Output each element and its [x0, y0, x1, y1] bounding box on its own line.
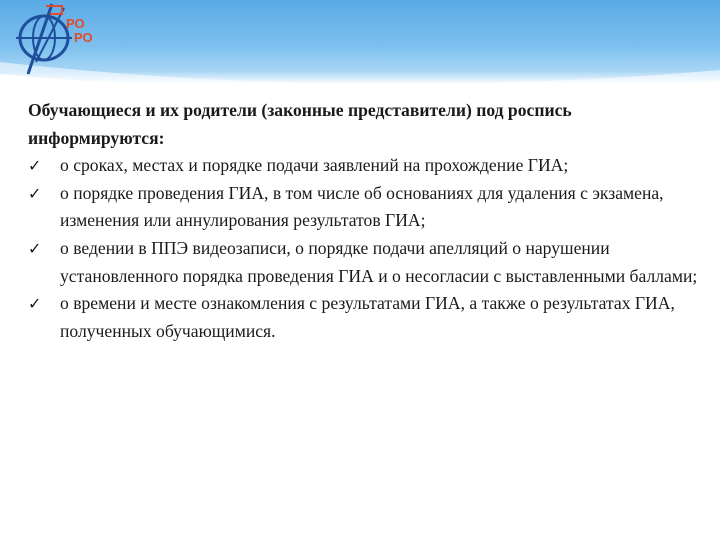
list-item-text: о времени и месте ознакомления с результатами ГИА, а также о результатах ГИА, полученных обучающимися.: [60, 293, 675, 341]
list-item: [28, 180, 700, 235]
info-list: [28, 152, 700, 345]
checkmark-icon: ✓: [28, 183, 42, 203]
logo: [6, 2, 98, 76]
logo-letters-top: РО: [66, 16, 85, 31]
logo-letters-bottom: РО: [74, 30, 93, 45]
list-item-text: о порядке проведения ГИА, в том числе об основаниях для удаления с экзамена, изменения или аннулирования результатов ГИА;: [60, 182, 664, 231]
list-item: [28, 152, 700, 180]
header-wave: [0, 0, 720, 100]
compass-globe-logo-icon: [6, 2, 98, 76]
list-item-text: о сроках, местах и порядке подачи заявлений на прохождение ГИА;: [60, 155, 569, 176]
list-item: [28, 235, 700, 290]
checkmark-icon: ✓: [28, 238, 42, 258]
list-item: [28, 290, 700, 345]
list-item-text: о ведении в ППЭ видеозаписи, о порядке подачи апелляций о нарушении установленного порядка проведения ГИА и о несогласии с выставленными баллами;: [60, 237, 698, 286]
main-content: [28, 97, 700, 345]
intro-text: Обучающиеся и их родители (законные представители) под роспись информируются:: [28, 100, 572, 148]
checkmark-icon: ✓: [28, 156, 42, 176]
checkmark-icon: ✓: [28, 294, 42, 314]
